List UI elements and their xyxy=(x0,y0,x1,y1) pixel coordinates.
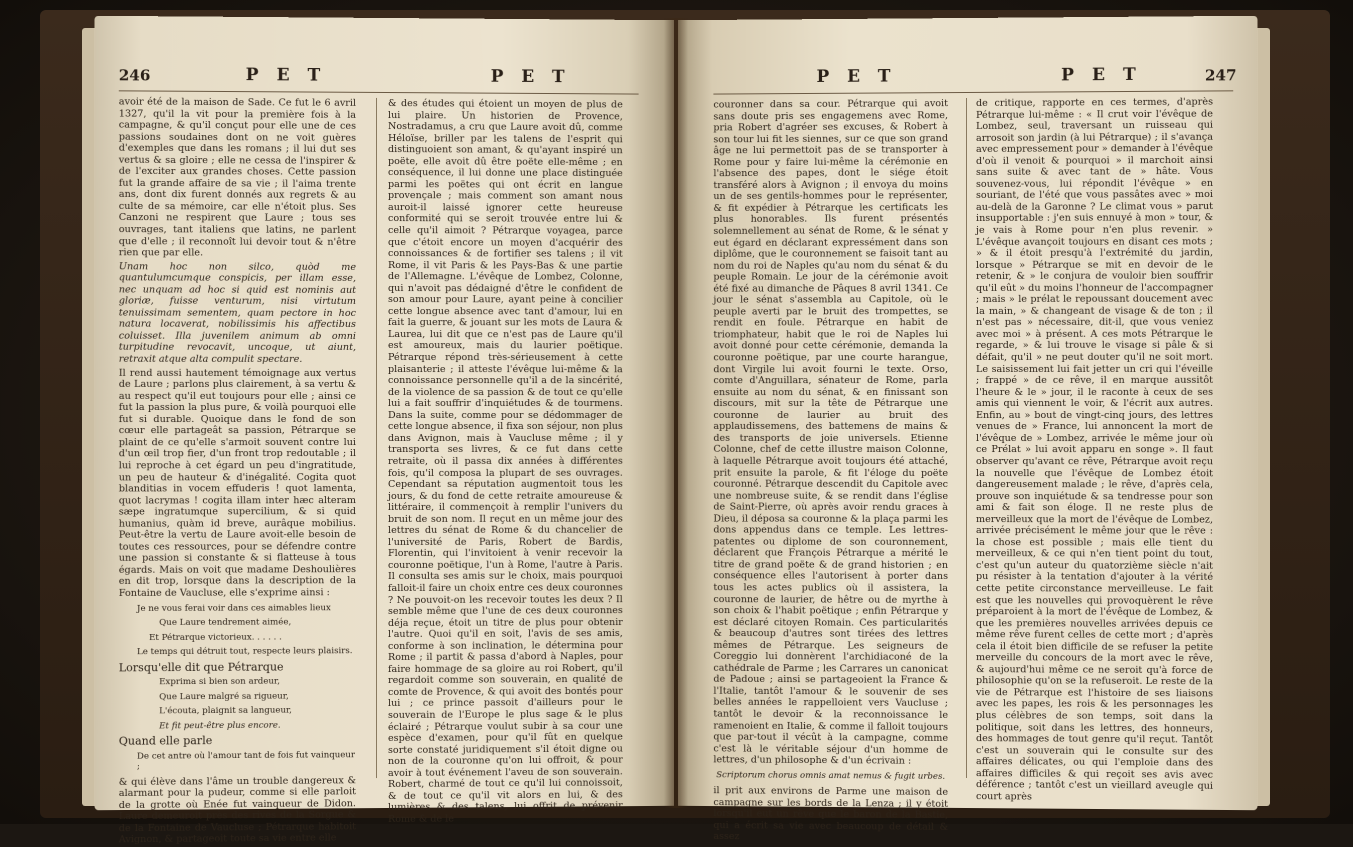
left-col1-latin-quote: Unam hoc non silco, quòd me quantulumcumque conspicis, per illam esse, nec unquam ad hoc si quid est nominis aut gloriæ, fuisse venturum, nisi virtutum tenuissimam sementem, quam pectore in hoc natura locaverat, nobilissimis his affectibus coluisset. Illa juvenilem animum ab omni turpitudine revocavit, uncoque, ut aiunt, retraxit atque alta compulit spectare. xyxy=(118,260,357,365)
left-folio: 246 xyxy=(118,66,151,85)
right-col1-verse: Scriptorum chorus omnis amat nemus & fugit urbes. xyxy=(716,769,946,782)
verse-line: Le temps qui détruit tout, respecte leurs plaisirs. xyxy=(136,646,353,658)
right-page xyxy=(678,16,1258,843)
verse-line: De cet antre où l'amour tant de fois fut vainqueur ; xyxy=(136,749,356,772)
verse-line: Exprima si bien son ardeur, xyxy=(159,676,280,688)
left-col1-para-2: Il rend aussi hautement témoignage aux vertus de Laure ; parlons plus clairement, à sa vertu & au respect qu'il eut toujours pour elle ; ainsi ce fut la passion la plus pure, & voilà pourquoi elle fut si durable. Quoique dans le fond de son cœur elle partageât sa passion, Pétrarque se plaint de ce qu'elle s'armoit souvent contre lui d'un œil trop fier, d'un front trop redoutable ; il lui reproche à cet égard un peu d'ingratitude, un peu de hauteur & d'inégalité. Cogita quot blanditias in vocem effuderis ! quot lamenta, quot lacrymas ! cogita illam inter hæc alteram sæpe ingratumque supercilium, & si quid humanius, quàm id breve, aurâque mobilius. Peut-être la vertu de Laure avoit-elle besoin de toutes ces ressources, pour se défendre contre une passion si constante & si flatteuse à tous égards. Mais on voit que madame Deshoulières en dit trop, lorsque dans la description de la Fontaine de Vaucluse, elle s'exprime ainsi : xyxy=(118,367,357,599)
verse-line: Et Pétrarque victorieux. . . . . . xyxy=(149,631,282,643)
right-folio: 247 xyxy=(1204,66,1237,85)
left-col2-text: & des études qui étoient un moyen de plus de lui plaire. Un historien de Provence, Nostradamus, a cru que Laure avoit dû, comme Héloïse, briller par les talens de l'esprit qui distinguoient son amant, & qu'ayant inspiré un poëte, elle avoit dû être poëte elle-même ; en conséquence, il lui donne une place distinguée parmi les poëtes qui ont écrit en langue provençale ; mais comment son amant nous auroit-il laissé ignorer cette heureuse conformité qui se seroit trouvée entre lui & celle qu'il aimoit ? Pétrarque voyagea, parce que c'étoit encore un moyen d'acquérir des connoissances & de fortifier ses talens ; il vit Rome, il vit Paris & les Pays-Bas & une partie de l'Allemagne. L'évêque de Lombez, Colonne, qui n'avoit pas dédaigné d'être le confident de son amour pour Laure, ayant peine à concilier cette longue absence avec tant d'amour, lui en fait la guerre, & jouant sur les mots de Laura & Laurea, lui dit que ce n'est pas de Laure qu'il est amoureux, mais du laurier poëtique. Pétrarque répond très-sérieusement à cette plaisanterie ; il atteste l'évêque lui-même & la connoissance personnelle qu'il a de la sincérité, de la violence de sa passion & de tout ce qu'elle lui a fait souffrir d'inquiétudes & de tourmens. Dans la suite, comme pour se dédommager de cette longue absence, il fixa son séjour, non plus dans Avignon, mais à Vaucluse même ; il y transporta ses livres, & ce fut dans cette retraite, où il passa dix années à différentes fois, qu'il composa la plupart de ses ouvrages. Cependant sa réputation augmentoit tous les jours, & du fond de cette retraite amoureuse & littéraire, il commençoit à remplir l'univers du bruit de son nom. Il reçut en un même jour des lettres du sénat de Rome & du chancelier de l'université de Paris, Robert de Bardis, Florentin, qui l'invitoient à venir recevoir la couronne poëtique, l'un à Rome, l'autre à Paris. Il consulta ses amis sur le choix, mais pourquoi falloit-il faire un choix entre ces deux couronnes ? Ne pouvoit-on les recevoir toutes les deux ? Il semble même que l'une de ces deux couronnes déja reçue, étoit un titre de plus pour obtenir l'autre. Quoi qu'il en soit, l'avis de ses amis, conforme à son inclination, le détermina pour Rome ; il partit & passa d'abord à Naples, pour faire hommage de sa gloire au roi Robert, qu'il regardoit comme son souverain, en qualité de comte de Provence, & qui avoit des bontés pour lui ; ce prince passoit d'ailleurs pour le souverain de l'Europe le plus sage & le plus éclairé ; Pétrarque voulut subir à sa cour une espèce d'examen, pour qu'il fût en quelque sorte constaté juridiquement s'il étoit digne ou non de la couronne qu'on lui offroit, & pour avoir à tout événement l'aveu de son souverain. Robert, charmé de tout ce qu'il lui connoissoit, & de tout ce qu'il vit alors en lui, & des lumières & des talens, lui offrit de prévenir Rome & de le xyxy=(387,98,623,825)
right-col2-text: de critique, rapporte en ces termes, d'après Pétrarque lui-même : « Il crut voir l'évêque de Lombez, seul, traversant un ruisseau qui arrosoit son jardin (à lui Pétrarque) ; il s'avança avec empressement pour » demander à l'évêque d'où il venoit & pourquoi » il marchoit ainsi sans suite & avec tant de » hâte. Vous souvenez-vous, lui répondit l'évêque » en souriant, de l'été que vous passâtes avec » moi au-delà de la Garonne ? Le climat vous » parut insupportable : j'en suis ennuyé à mon » tour, & je vais à Rome pour n'en plus revenir. » L'évêque avançoit toujours en disant ces mots ; » & il étoit presqu'à l'extrémité du jardin, lorsque » Pétrarque se mit en devoir de le retenir, & » le conjura de vouloir bien souffrir qu'il eût » du moins l'honneur de l'accompagner ; mais » le prélat le repoussant doucement avec la main, » & changeant de visage & de ton ; il n'est pas » nécessaire, dit-il, que vous veniez avec moi » à présent. A ces mots Pétrarque le regarde, » & lui trouve le visage si pâle & si défait, qu'il » ne peut douter qu'il ne soit mort. Le saisissement lui fait jetter un cri qui l'éveille ; frappé » de ce rêve, il en marque aussitôt l'heure & le » jour, il le raconte à ceux de ses amis qui viennent le voir, & l'écrit aux autres. Enfin, au » bout de vingt-cinq jours, des lettres venues de » France, lui annoncent la mort de l'évêque de » Lombez, arrivée le même jour où ce Prélat » lui avoit apparu en songe ». Il faut observer qu'avant ce rêve, Pétrarque avoit reçu la nouvelle que l'évêque de Lombez étoit dangereusement malade ; le rêve, d'après cela, prouve son inquiétude & sa tendresse pour son ami & fait son éloge. Il ne reste plus de merveilleux que la mort de l'évêque de Lombez, arrivée précisément le même jour que le rêve : la chose est possible ; mais elle tient du merveilleux, & ce qui n'en tient point du tout, c'est qu'un auteur du quatorzième siècle n'ait pu résister à la tentation d'ajouter à la vérité cette petite circonstance merveilleuse. Le fait est que les nouvelles qui provoquèrent le rêve préparoient à la mort de l'évêque de Lombez, & que les premières nouvelles arrivées depuis ce même rêve furent celles de cette mort ; d'après cela il étoit bien difficile de se refuser la petite merveille du concours de la mort avec le rêve, & aujourd'hui même ce ne seroit qu'à force de philosophie qu'on se la refuseroit. Le reste de la vie de Pétrarque est l'histoire de ses liaisons avec les papes, les rois & les personnages les plus célèbres de son temps, soit dans la politique, soit dans les lettres, des honneurs, des hommages de tout genre qu'il reçut. Tantôt c'est un souverain qui le consulte sur des affaires délicates, ou qui l'emploie dans des affaires difficiles & qui reçoit ses avis avec déférence ; tantôt c'est un vieillard aveugle qui court après xyxy=(975,96,1214,803)
left-column-divider xyxy=(376,98,377,778)
left-column-2 xyxy=(387,98,623,825)
right-running-head-2: P E T xyxy=(1061,64,1142,86)
left-col1-para-1: avoir été de la maison de Sade. Ce fut le 6 avril 1327, qu'il la vit pour la première fois à la campagne, & qu'il conçut pour elle une de ces passions soudaines dont on ne voit guères d'exemples que dans les romans ; il lui dut ses vertus & sa gloire ; elle ne cessa de l'inspirer & de l'exciter aux grandes choses. Cette passion fut la grande affaire de sa vie ; il l'aima trente ans, dont dix furent donnés aux regrets & au culte de sa mémoire, car elle n'étoit plus. Ses Canzoni ne respirent que Laure ; tous ses ouvrages, tant italiens que latins, ne parlent que d'elle ; il reconnoît lui devoir tout & n'être rien que par elle. xyxy=(118,96,357,259)
verse-line: Que Laure malgré sa rigueur, xyxy=(159,691,289,702)
book-gutter xyxy=(664,18,688,808)
left-running-head-1: P E T xyxy=(245,65,327,86)
verse-line: Et fit peut-être plus encore. xyxy=(159,720,281,731)
left-running-head-2: P E T xyxy=(490,66,571,88)
right-col1-end: il prit aux environs de Parme une maison de campagne sur les bords de la Lenza ; il y étoit lorsqu'il eut un rêve que le baron de la Bastie, qui a écrit sa vie avec beaucoup de détail & assez xyxy=(713,785,949,843)
verse-line: Que Laure tendrement aimée, xyxy=(159,617,292,628)
left-col1-para-end: & qui élève dans l'âme un trouble dangereux & alarmant pour la pudeur, comme si elle parloit de la grotte où Enée fut vainqueur de Didon. Laure demeuroit près des rives de la Sorgue & de la Fontaine de Vaucluse ; Pétrarque habitoit Avignon, & partageoit toute sa vie entre elle xyxy=(118,774,357,846)
right-column-2 xyxy=(975,96,1214,803)
left-head-rule xyxy=(119,90,639,94)
left-page xyxy=(95,16,675,846)
verse-line: L'écouta, plaignit sa langueur, xyxy=(159,705,292,717)
right-column-divider xyxy=(966,98,967,778)
verse-line: Je ne vous ferai voir dans ces aimables lieux xyxy=(136,602,331,614)
right-column-1 xyxy=(713,98,949,843)
left-column-1 xyxy=(118,96,357,846)
right-col1-text: couronner dans sa cour. Pétrarque qui avoit sans doute pris ses engagemens avec Rome, pria Robert d'agréer ses excuses, & Robert à son tour lui fit les siennes, sur ce que son grand âge ne lui permettoit pas de se transporter à Rome pour y faire lui-même la cérémonie en l'absence des papes, dont le siége étoit transféré alors à Avignon ; il envoya du moins un de ses gentils-hommes pour le représenter, & fit expédier à Pétrarque les certificats les plus honorables. Ils furent présentés solemnellement au sénat de Rome, & le sénat y eut égard en déclarant expressément dans son diplôme, que le couronnement se faisoit tant au nom du roi de Naples qu'au nom du sénat & du peuple Romain. Le jour de la cérémonie avoit été fixé au dimanche de Pâques 8 avril 1341. Ce jour le sénat s'assembla au Capitole, où le peuple averti par le bruit des trompettes, se rendit en foule. Pétrarque en habit de triomphateur, habit que le roi de Naples lui avoit donné pour cette cérémonie, demanda la couronne poëtique, par une courte harangue, dont Virgile lui avoit fourni le texte. Orso, comte d'Anguillara, sénateur de Rome, parla ensuite au nom du sénat, & en finissant son discours, mit sur la tête de Pétrarque une couronne de laurier au bruit des applaudissemens, des battemens de mains & des transports de joie universels. Etienne Colonne, chef de cette illustre maison Colonne, à laquelle Pétrarque avoit toujours été attaché, prit ensuite la parole, & fit l'éloge du poëte couronné. Pétrarque descendit du Capitole avec une nombreuse suite, & se rendit dans l'église de Saint-Pierre, où après avoir rendu graces à Dieu, il déposa sa couronne & la plaça parmi les dons appendus dans ce temple. Les lettres-patentes ou diplome de son couronnement, déclarent que François Pétrarque a mérité le titre de grand poëte & de grand historien ; en conséquence elles l'autorisent à porter dans tous les actes publics où il assistera, la couronne de laurier, de hêtre ou de myrthe à son choix & l'habit poëtique ; enfin Pétrarque y est déclaré citoyen Romain. Ces particularités & beaucoup d'autres sont tirées des lettres mêmes de Pétrarque. Les seigneurs de Coreggio lui donnèrent l'archidiaconé de la cathédrale de Parme ; les Carrares un canonicat de Padoue ; ainsi se partageoient la France & l'Italie, tantôt l'amour & le souvenir de ses belles années le rappelloient vers Vaucluse ; tantôt le devoir & la reconnoissance le ramenoient en Italie, & comme il falloit toujours que par-tout il vécût à la campagne, comme c'est là le véritable séjour d'un homme de lettres, d'un philosophe & d'un écrivain : xyxy=(713,98,949,767)
verse-lead: Lorsqu'elle dit que Pétrarque xyxy=(118,660,284,674)
right-head-rule xyxy=(713,90,1233,94)
verse-lead: Quand elle parle xyxy=(118,734,213,748)
right-running-head-1: P E T xyxy=(816,66,897,87)
